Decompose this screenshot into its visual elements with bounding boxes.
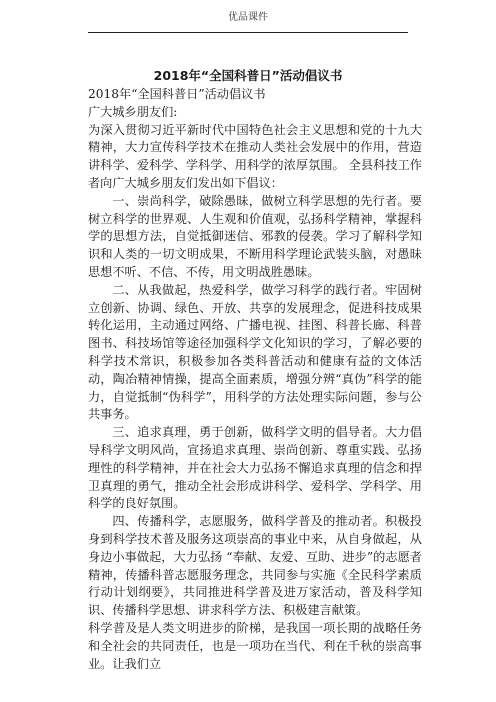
- paragraph-4: 四、传播科学，志愿服务，做科学普及的推动者。积极投身到科学技术普及服务这项崇高的事业中来，从自身做起，从身边小事做起，大力弘扬 “奉献、友爱、互助、进步”的志愿者精神，传播科普志愿服务理念，共同参与实施《全民科学素质行动计划纲要》，共同推进科学普及进万家活动，普及科学知识、传播科学思想、讲求科学方法、积极建言献策。: [88, 514, 422, 618]
- document-body: [88, 86, 422, 673]
- page-header: 优品课件: [228, 12, 268, 23]
- paragraph-1: 一、崇尚科学，破除愚昧，做树立科学思想的先行者。要树立科学的世界观、人生观和价值观，弘扬科学精神，掌握科学的思想方法，自觉抵御迷信、邪教的侵袭。学习了解科学知识和人类的一切文明成果，不断用科学理论武装头脑，对愚昧思想不听、不信、不传，用文明战胜愚昧。: [88, 193, 422, 279]
- salutation: 广大城乡朋友们:: [88, 104, 178, 119]
- paragraph-3: 三、追求真理，勇于创新，做科学文明的倡导者。大力倡导科学文明风尚，宣扬追求真理、崇尚创新、尊重实践、弘扬理性的科学精神，并在社会大力弘扬不懈追求真理的信念和捍卫真理的勇气，推动全社会形成讲科学、爱科学、学科学、用科学的良好氛围。: [88, 425, 422, 511]
- paragraph-intro: 为深入贯彻习近平新时代中国特色社会主义思想和党的十九大精神，大力宣传科学技术在推动人类社会发展中的作用，营造讲科学、爱科学、学科学、用科学的浓厚氛围。 全县科技工作者向广大城乡朋友们发出如下倡议：: [88, 122, 422, 190]
- document-subtitle: 2018年“全国科普日”活动倡议书: [88, 87, 266, 101]
- header-divider: [88, 32, 408, 33]
- paragraph-closing: 科学普及是人类文明进步的阶梯，是我国一项长期的战略任务和全社会的共同责任，也是一项功在当代、利在千秋的崇高事业。让我们立: [88, 620, 422, 671]
- document-title: 2018年“全国科普日”活动倡议书: [153, 68, 343, 83]
- paragraph-2: 二、从我做起，热爱科学，做学习科学的践行者。牢固树立创新、协调、绿色、开放、共享的发展理念，促进科技成果转化运用，主动通过网络、广播电视、挂图、科普长廊、科普图书、科技场馆等途径加强科学文化知识的学习，了解必要的科学技术常识，积极参加各类科普活动和健康有益的文体活动，陶冶精神情操，提高全面素质，增强分辨“真伪”科学的能力，自觉抵制“伪科学”，用科学的方法处理实际问题，参与公共事务。: [88, 282, 422, 422]
